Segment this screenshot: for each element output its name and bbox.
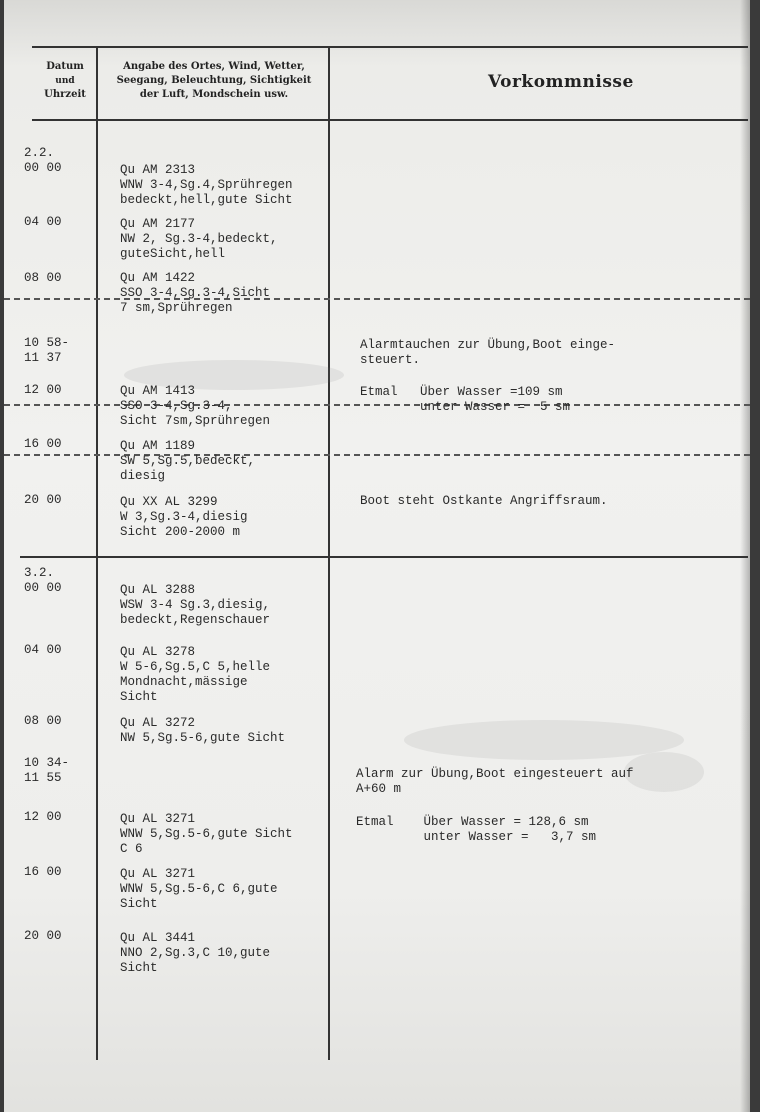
location-cell: Qu AL 3271 <box>120 867 196 881</box>
location-cell: Qu AL 3272 <box>120 716 196 730</box>
event-line: unter Wasser = 5 sm <box>360 400 571 414</box>
header-location-weather: Angabe des Ortes, Wind, Wetter, Seegang, Beleuchtung, Sichtigkeit der Luft, Mondschein usw. <box>116 61 312 100</box>
weather-line: WNW 5,Sg.5-6,gute Sicht <box>120 827 293 841</box>
weather-line: bedeckt,Regenschauer <box>120 613 271 627</box>
location-cell: Qu AL 3271 <box>120 812 196 826</box>
time-cell: 16 00 <box>24 865 62 879</box>
weather-line: Sicht <box>120 897 158 911</box>
weather-line: W 5-6,Sg.5,C 5,helle <box>120 660 271 674</box>
weather-line: NW 2, Sg.3-4,bedeckt, <box>120 232 278 246</box>
event-line: Boot steht Ostkante Angriffsraum. <box>360 494 608 508</box>
header-events: Vorkommnisse <box>488 72 634 92</box>
date-label: 2.2. <box>24 146 55 160</box>
time-cell: 04 00 <box>24 643 62 657</box>
location-cell: Qu AM 1413 <box>120 384 196 398</box>
weather-line: diesig <box>120 469 166 483</box>
time-cell: 20 00 <box>24 929 62 943</box>
location-cell: Qu AM 1422 <box>120 271 196 285</box>
time-cell: 00 00 <box>24 581 62 595</box>
fold-line <box>4 298 750 300</box>
fold-line <box>4 454 750 456</box>
weather-line: 7 sm,Sprühregen <box>120 301 233 315</box>
time-cell: 10 34- <box>24 756 70 770</box>
weather-line: NW 5,Sg.5-6,gute Sicht <box>120 731 286 745</box>
weather-line: SSO 3-4,Sg.3-4, <box>120 399 233 413</box>
event-line: Alarm zur Übung,Boot eingesteuert auf <box>356 767 634 781</box>
time-cell: 00 00 <box>24 161 62 175</box>
time-cell: 08 00 <box>24 714 62 728</box>
weather-line: Sicht <box>120 961 158 975</box>
column-rule-2 <box>328 46 330 1060</box>
weather-line: SW 5,Sg.5,bedeckt, <box>120 454 256 468</box>
event-line: A+60 m <box>356 782 402 796</box>
location-cell: Qu AL 3288 <box>120 583 196 597</box>
weather-line: WSW 3-4 Sg.3,diesig, <box>120 598 271 612</box>
weather-line: Sicht 200-2000 m <box>120 525 241 539</box>
weather-line: WNW 3-4,Sg.4,Sprühregen <box>120 178 293 192</box>
table-top-rule <box>32 46 748 48</box>
event-line: unter Wasser = 3,7 sm <box>356 830 597 844</box>
weather-line: guteSicht,hell <box>120 247 226 261</box>
column-rule-1 <box>96 46 98 1060</box>
weather-line: Sicht <box>120 690 158 704</box>
location-cell: Qu AM 2177 <box>120 217 196 231</box>
location-cell: Qu AM 1189 <box>120 439 196 453</box>
time-cell: 16 00 <box>24 437 62 451</box>
time-cell: 12 00 <box>24 810 62 824</box>
event-line: steuert. <box>360 353 421 367</box>
location-cell: Qu XX AL 3299 <box>120 495 218 509</box>
time-cell: 20 00 <box>24 493 62 507</box>
weather-line: Mondnacht,mässige <box>120 675 248 689</box>
weather-line: C 6 <box>120 842 143 856</box>
event-line: Alarmtauchen zur Übung,Boot einge- <box>360 338 616 352</box>
event-line: Etmal Über Wasser = 128,6 sm <box>356 815 589 829</box>
weather-line: NNO 2,Sg.3,C 10,gute <box>120 946 271 960</box>
header-date-time: Datum und Uhrzeit <box>44 61 86 100</box>
day-separator-rule <box>20 556 748 558</box>
event-line: Etmal Über Wasser =109 sm <box>360 385 563 399</box>
location-cell: Qu AL 3278 <box>120 645 196 659</box>
date-label: 3.2. <box>24 566 55 580</box>
time-cell: 04 00 <box>24 215 62 229</box>
weather-line: SSO 3-4,Sg.3-4,Sicht <box>120 286 271 300</box>
location-cell: Qu AL 3441 <box>120 931 196 945</box>
time-cell-end: 11 37 <box>24 351 62 365</box>
time-cell: 08 00 <box>24 271 62 285</box>
weather-line: Sicht 7sm,Sprühregen <box>120 414 271 428</box>
location-cell: Qu AM 2313 <box>120 163 196 177</box>
time-cell: 10 58- <box>24 336 70 350</box>
weather-line: WNW 5,Sg.5-6,C 6,gute <box>120 882 278 896</box>
header-bottom-rule <box>32 119 748 121</box>
log-page <box>4 0 750 1112</box>
time-cell-end: 11 55 <box>24 771 62 785</box>
weather-line: W 3,Sg.3-4,diesig <box>120 510 248 524</box>
time-cell: 12 00 <box>24 383 62 397</box>
weather-line: bedeckt,hell,gute Sicht <box>120 193 293 207</box>
